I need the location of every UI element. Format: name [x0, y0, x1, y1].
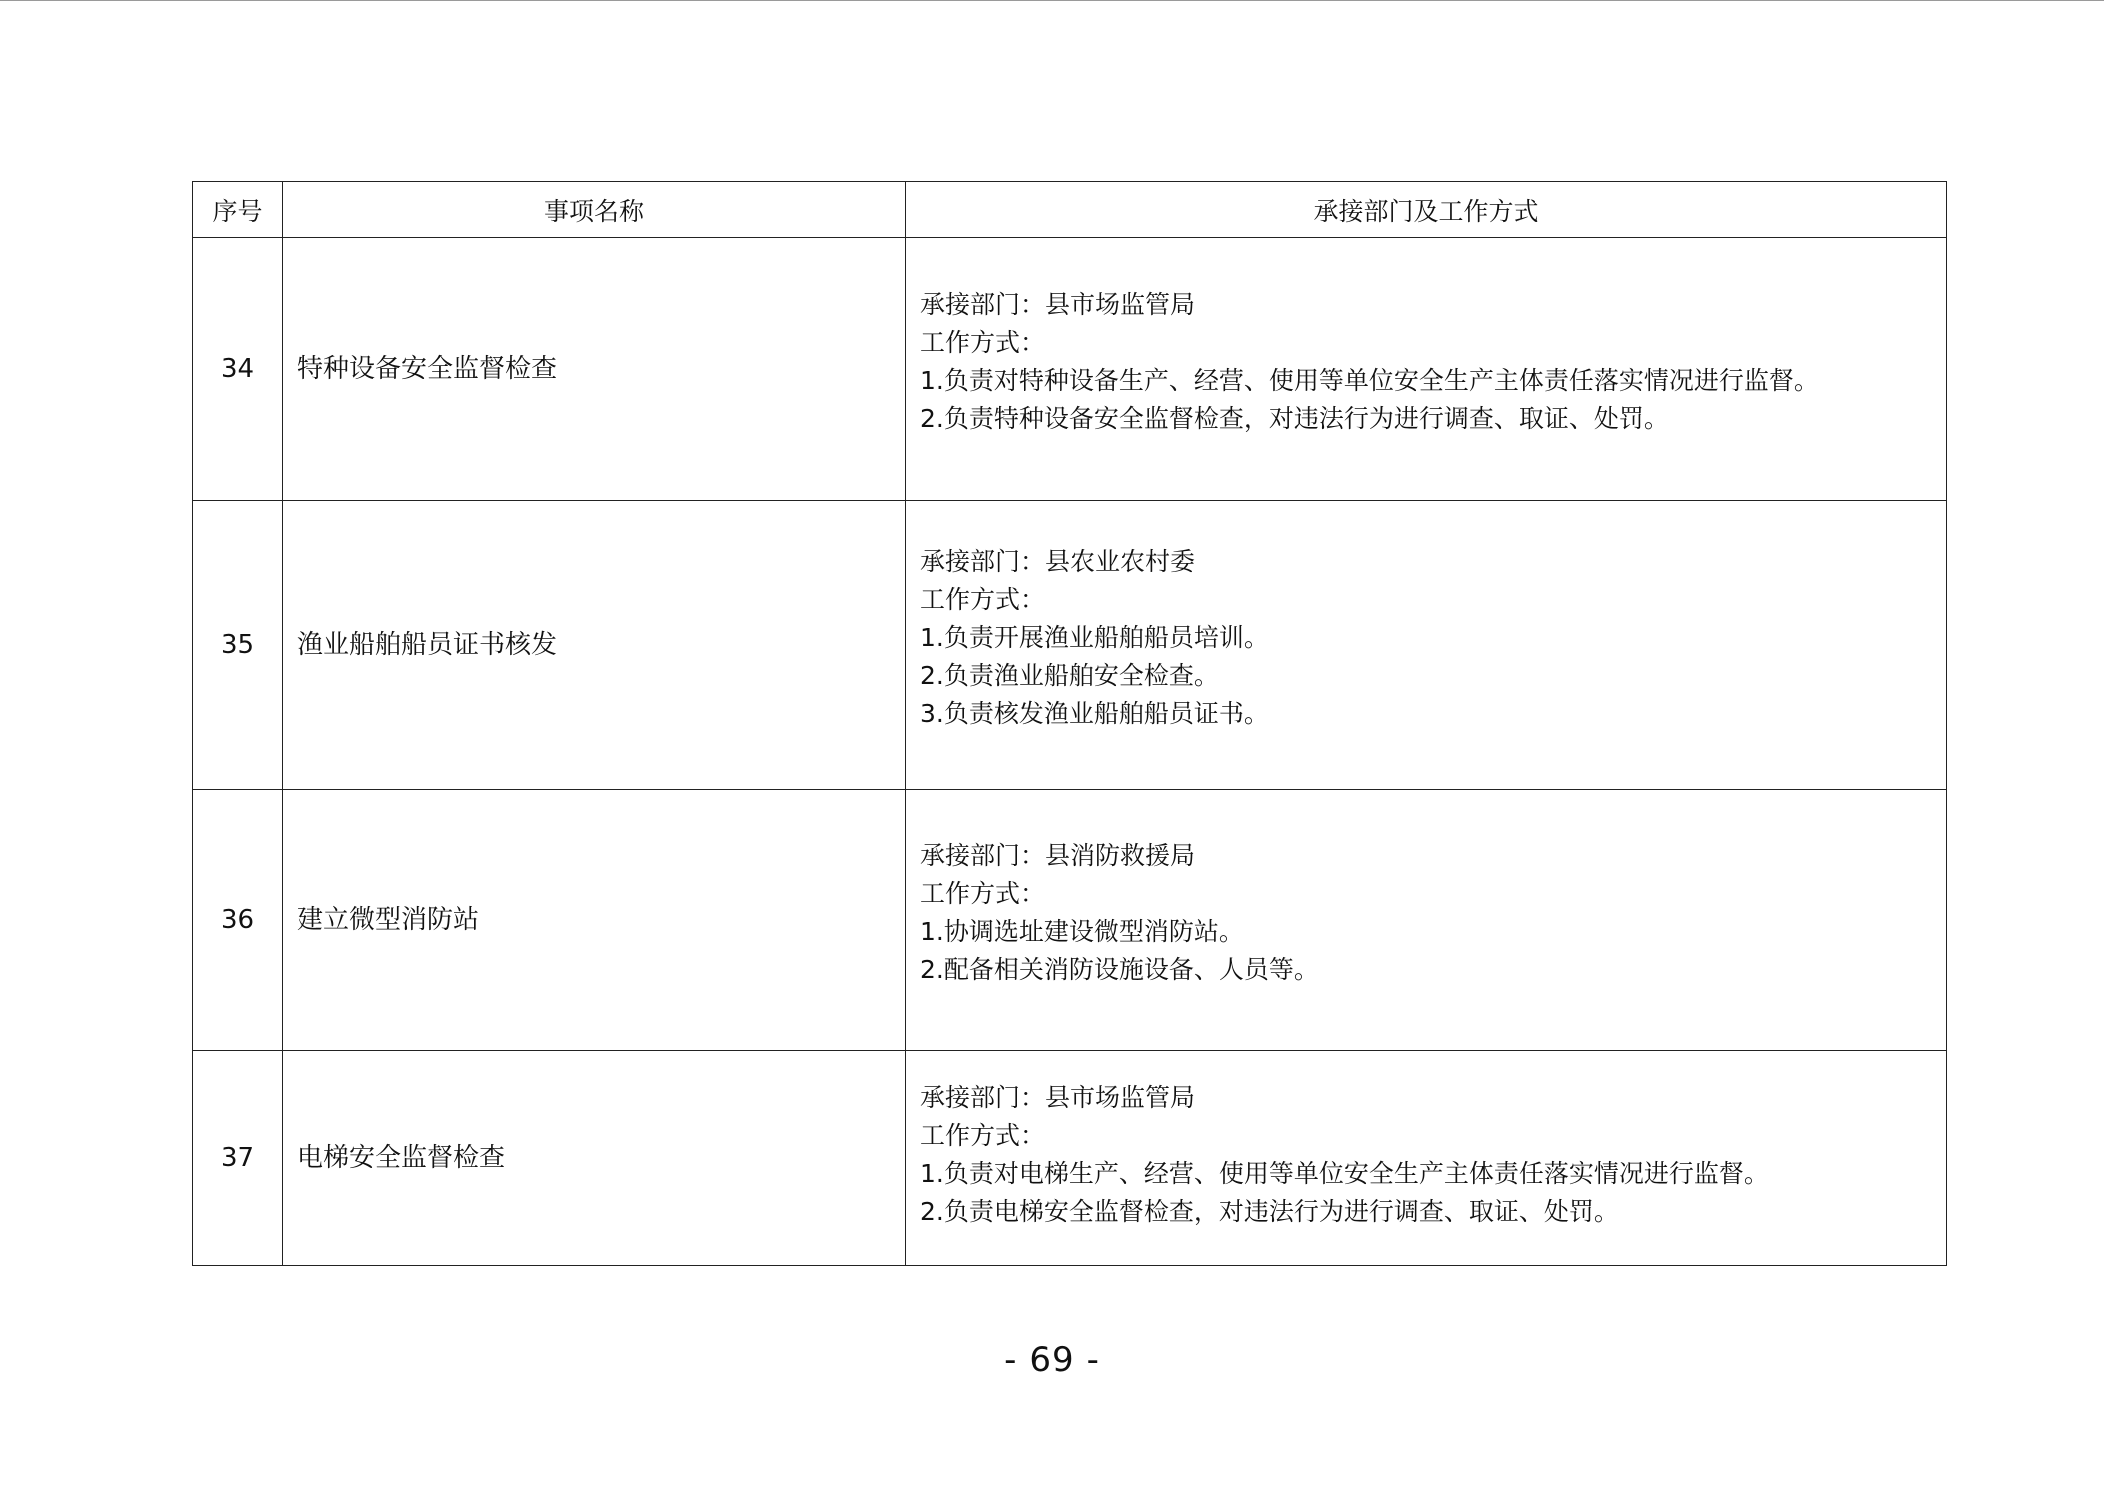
method-step: 2.负责渔业船舶安全检查。 [920, 661, 1219, 690]
row-number: 34 [193, 238, 283, 501]
table-row [193, 1051, 1947, 1266]
table-body [193, 238, 1947, 1266]
table-header-row [193, 182, 1947, 238]
department-method-cell [906, 238, 1947, 501]
method-step: 2.负责特种设备安全监督检查，对违法行为进行调查、取证、处罚。 [920, 404, 1669, 433]
header-number: 序号 [193, 182, 283, 238]
page-number-dash-right: - [1086, 1340, 1100, 1380]
department-method-cell [906, 1051, 1947, 1266]
header-department-method: 承接部门及工作方式 [906, 182, 1947, 238]
item-name: 建立微型消防站 [283, 790, 906, 1051]
method-step: 1.负责对电梯生产、经营、使用等单位安全生产主体责任落实情况进行监督。 [920, 1159, 1769, 1188]
method-step: 3.负责核发渔业船舶船员证书。 [920, 699, 1269, 728]
page-number [0, 1340, 2104, 1380]
method-step: 2.配备相关消防设施设备、人员等。 [920, 955, 1319, 984]
item-name: 电梯安全监督检查 [283, 1051, 906, 1266]
method-label: 工作方式： [920, 328, 1046, 357]
department-line: 承接部门：县消防救援局 [920, 841, 1196, 870]
item-name: 渔业船舶船员证书核发 [283, 501, 906, 790]
department-line: 承接部门：县市场监管局 [920, 1083, 1196, 1112]
table-row [193, 790, 1947, 1051]
row-number: 35 [193, 501, 283, 790]
table-row [193, 501, 1947, 790]
department-method-cell [906, 790, 1947, 1051]
department-line: 承接部门：县农业农村委 [920, 547, 1196, 576]
row-number: 36 [193, 790, 283, 1051]
row-number: 37 [193, 1051, 283, 1266]
method-step: 1.协调选址建设微型消防站。 [920, 917, 1244, 946]
table-row [193, 238, 1947, 501]
method-label: 工作方式： [920, 879, 1046, 908]
page-number-dash-left: - [1004, 1340, 1018, 1380]
method-label: 工作方式： [920, 585, 1046, 614]
department-method-cell [906, 501, 1947, 790]
method-label: 工作方式： [920, 1121, 1046, 1150]
page-number-value: 69 [1029, 1340, 1075, 1380]
method-step: 2.负责电梯安全监督检查，对违法行为进行调查、取证、处罚。 [920, 1197, 1619, 1226]
table-header [193, 182, 1947, 238]
items-table [192, 181, 1947, 1266]
method-step: 1.负责开展渔业船舶船员培训。 [920, 623, 1269, 652]
department-line: 承接部门：县市场监管局 [920, 290, 1196, 319]
method-step: 1.负责对特种设备生产、经营、使用等单位安全生产主体责任落实情况进行监督。 [920, 366, 1819, 395]
header-item-name: 事项名称 [283, 182, 906, 238]
item-name: 特种设备安全监督检查 [283, 238, 906, 501]
